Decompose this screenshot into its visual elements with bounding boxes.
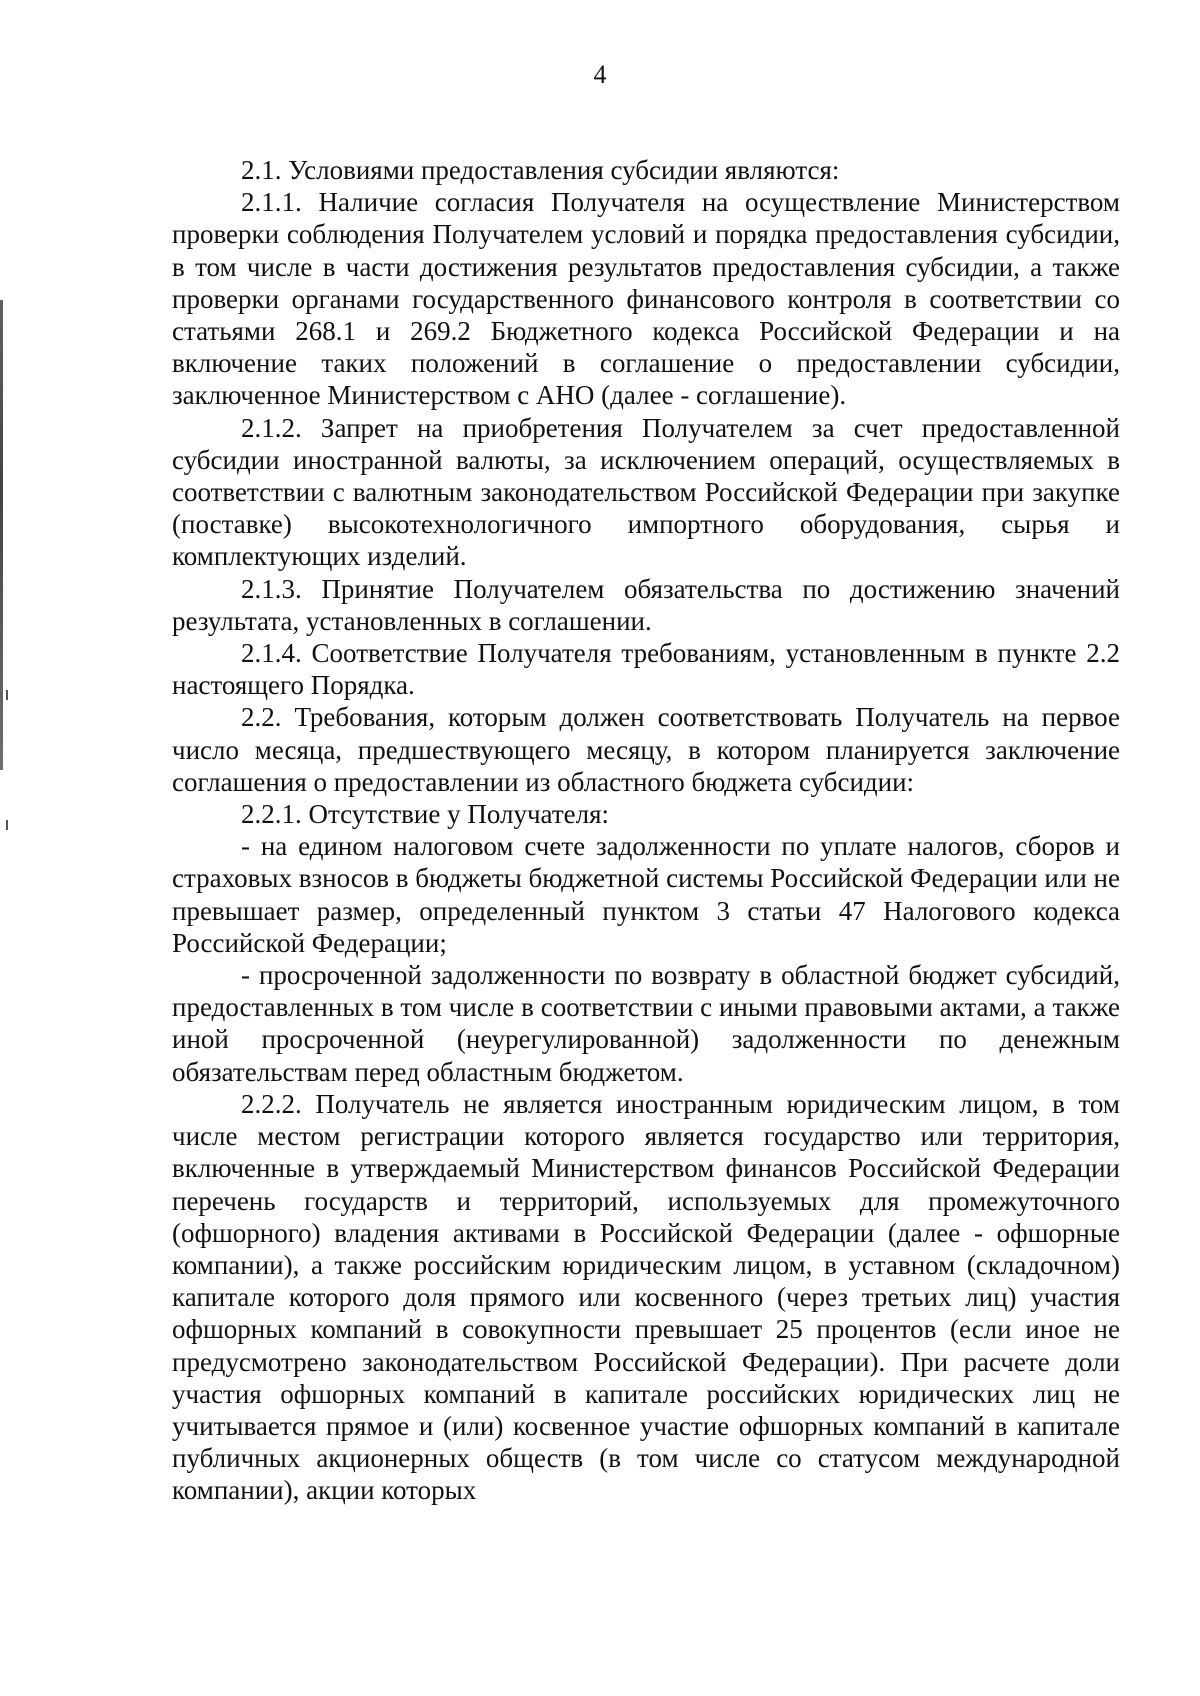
page-number: 4 xyxy=(593,60,607,89)
paragraph-2-1-4: 2.1.4. Соответствие Получателя требованиям, установленным в пункте 2.2 настоящего Порядка. xyxy=(172,638,1120,701)
list-item-overdue-debt: - просроченной задолженности по возврату в областной бюджет субсидий, предоставленных в том числе в соответствии с иными правовыми актами, а также иной просроченной (неурегулированной) задолженности по денежным обязательствам перед областным бюджетом. xyxy=(172,960,1120,1087)
paragraph-2-2-1: 2.2.1. Отсутствие у Получателя: xyxy=(241,799,610,830)
paragraph-2-1-1: 2.1.1. Наличие согласия Получателя на осуществление Министерством проверки соблюдения Получателем условий и порядка предоставления субсидии, в том числе в части достижения результатов предоставления субсидии, а также проверки органами государственного финансового контроля в соответствии со статьями 268.1 и 269.2 Бюджетного кодекса Российской Федерации и на включение таких положений в соглашение о предоставлении субсидии, заключенное Министерством с АНО (далее - соглашение). xyxy=(172,187,1120,411)
paragraph-2-1-2: 2.1.2. Запрет на приобретения Получателем за счет предоставленной субсидии иностранной валюты, за исключением операций, осуществляемых в соответствии с валютным законодательством Российской Федерации при закупке (поставке) высокотехнологичного импортного оборудования, сырья и комплектующих изделий. xyxy=(172,412,1120,572)
paragraph-2-1-3: 2.1.3. Принятие Получателем обязательства по достижению значений результата, установленных в соглашении. xyxy=(172,573,1120,636)
paragraph-2-2-2: 2.2.2. Получатель не является иностранным юридическим лицом, в том числе местом регистрации которого является государство или территория, включенные в утверждаемый Министерством финансов Российской Федерации перечень государств и территорий, используемых для промежуточного (офшорного) владения активами в Российской Федерации (далее - офшорные компании), а также российским юридическим лицом, в уставном (складочном) капитале которого доля прямого или косвенного (через третьих лиц) участия офшорных компаний в совокупности превышает 25 процентов (если иное не предусмотрено законодательством Российской Федерации). При расчете доли участия офшорных компаний в капитале российских юридических лиц не учитывается прямое и (или) косвенное участие офшорных компаний в капитале публичных акционерных обществ (в том числе со статусом международной компании), акции которых xyxy=(172,1088,1120,1506)
scan-edge-artifact xyxy=(0,300,3,770)
list-item-tax-debt: - на едином налоговом счете задолженности по уплате налогов, сборов и страховых взносов в бюджеты бюджетной системы Российской Федерации или не превышает размер, определенный пунктом 3 статьи 47 Налогового кодекса Российской Федерации; xyxy=(172,831,1120,958)
paragraph-2-1: 2.1. Условиями предоставления субсидии являются: xyxy=(241,155,840,185)
paragraph-2-2: 2.2. Требования, которым должен соответствовать Получатель на первое число месяца, предшествующего месяцу, в котором планируется заключение соглашения о предоставлении из областного бюджета субсидии: xyxy=(172,702,1120,797)
scan-dot-artifact xyxy=(6,690,8,700)
document-body xyxy=(172,154,1120,1507)
scan-dot-artifact xyxy=(6,820,8,830)
